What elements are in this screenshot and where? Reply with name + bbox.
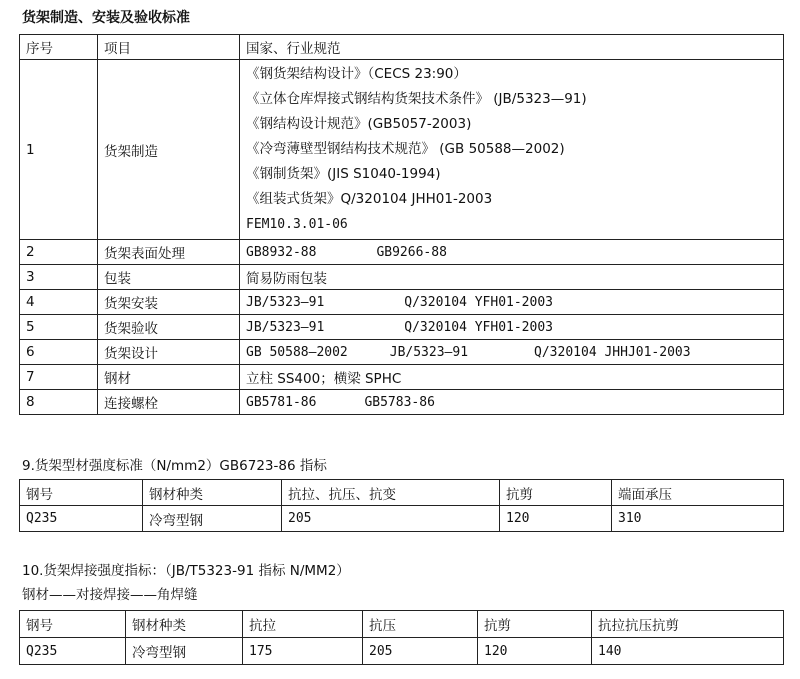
cell: 310 [612, 506, 784, 532]
spec: GB9266-88 [376, 244, 447, 260]
section-10-heading: 10.货架焊接强度指标：（JB/T5323-91 指标 N/MM2） [22, 563, 350, 579]
standard-line: 《钢货架结构设计》（CECS 23:90） [246, 66, 467, 82]
row-no: 6 [20, 340, 98, 365]
table-row [20, 290, 784, 315]
cell: 冷弯型钢 [143, 506, 282, 532]
header-no: 序号 [20, 35, 98, 60]
cell: 120 [500, 506, 612, 532]
header-cell: 抗剪 [478, 611, 592, 638]
table-row [20, 506, 784, 532]
row-no: 3 [20, 265, 98, 290]
profile-strength-table [19, 479, 784, 532]
cell: 175 [243, 638, 363, 665]
row-standards [240, 60, 784, 240]
spec: 简易防雨包装 [246, 271, 327, 287]
cell: 140 [592, 638, 784, 665]
table-header-row [20, 611, 784, 638]
spec: JB/5323—91 [246, 319, 325, 335]
section-9-heading: 9.货架型材强度标准（N/mm2）GB6723-86 指标 [22, 458, 327, 474]
cell: Q235 [20, 506, 143, 532]
row-no: 8 [20, 390, 98, 415]
header-cell: 钢材种类 [143, 480, 282, 506]
section-10-subheading: 钢材——对接焊接——角焊缝 [22, 587, 198, 603]
standards-table [19, 34, 784, 415]
row-no: 2 [20, 240, 98, 265]
row-no: 5 [20, 315, 98, 340]
cell: Q235 [20, 638, 126, 665]
row-standards [240, 265, 784, 290]
table-row [20, 315, 784, 340]
row-standards [240, 240, 784, 265]
row-item: 包装 [98, 265, 240, 290]
table-row [20, 240, 784, 265]
row-item: 钢材 [98, 365, 240, 390]
header-cell: 抗拉 [243, 611, 363, 638]
row-no: 4 [20, 290, 98, 315]
cell: 冷弯型钢 [126, 638, 243, 665]
cell: 205 [282, 506, 500, 532]
row-item: 货架验收 [98, 315, 240, 340]
table-row [20, 60, 784, 240]
spec: JB/5323—91 [246, 294, 325, 310]
page-title: 货架制造、安装及验收标准 [22, 10, 190, 26]
header-cell: 抗剪 [500, 480, 612, 506]
table-header-row [20, 480, 784, 506]
header-item: 项目 [98, 35, 240, 60]
standard-line: FEM10.3.01-06 [246, 217, 348, 232]
table-row [20, 390, 784, 415]
spec: Q/320104 YFH01-2003 [404, 319, 553, 335]
standard-line: 《钢制货架》(JIS S1040-1994) [246, 166, 441, 182]
header-cell: 钢材种类 [126, 611, 243, 638]
header-cell: 抗拉抗压抗剪 [592, 611, 784, 638]
spec: GB5783-86 [364, 394, 435, 410]
header-cell: 抗拉、抗压、抗变 [282, 480, 500, 506]
spec: GB 50588—2002 [246, 344, 348, 360]
header-cell: 抗压 [363, 611, 478, 638]
table-header-row [20, 35, 784, 60]
standard-line: 《钢结构设计规范》(GB5057-2003) [246, 116, 472, 132]
table-row [20, 340, 784, 365]
table-row [20, 638, 784, 665]
standard-line: 《组装式货架》Q/320104 JHH01-2003 [246, 191, 493, 207]
row-standards [240, 315, 784, 340]
cell: 120 [478, 638, 592, 665]
spec: 立柱 SS400；横梁 SPHC [246, 371, 402, 387]
row-standards [240, 390, 784, 415]
spec: JB/5323—91 [389, 344, 469, 360]
weld-strength-table [19, 610, 784, 665]
row-item: 货架设计 [98, 340, 240, 365]
row-standards [240, 290, 784, 315]
row-item: 货架制造 [98, 60, 240, 240]
standard-line: 《立体仓库焊接式钢结构货架技术条件》 (JB/5323—91) [246, 91, 587, 107]
row-standards [240, 365, 784, 390]
header-cell: 钢号 [20, 480, 143, 506]
header-standard: 国家、行业规范 [240, 35, 784, 60]
cell: 205 [363, 638, 478, 665]
standard-line: 《冷弯薄壁型钢结构技术规范》 (GB 50588—2002) [246, 141, 565, 157]
table-row [20, 265, 784, 290]
row-item: 连接螺栓 [98, 390, 240, 415]
row-no: 7 [20, 365, 98, 390]
row-item: 货架表面处理 [98, 240, 240, 265]
row-item: 货架安装 [98, 290, 240, 315]
header-cell: 端面承压 [612, 480, 784, 506]
row-standards [240, 340, 784, 365]
spec: GB8932-88 [246, 244, 317, 260]
row-no: 1 [20, 60, 98, 240]
header-cell: 钢号 [20, 611, 126, 638]
spec: Q/320104 YFH01-2003 [404, 294, 553, 310]
table-row [20, 365, 784, 390]
spec: GB5781-86 [246, 394, 317, 410]
spec: Q/320104 JHHJ01-2003 [534, 344, 691, 360]
